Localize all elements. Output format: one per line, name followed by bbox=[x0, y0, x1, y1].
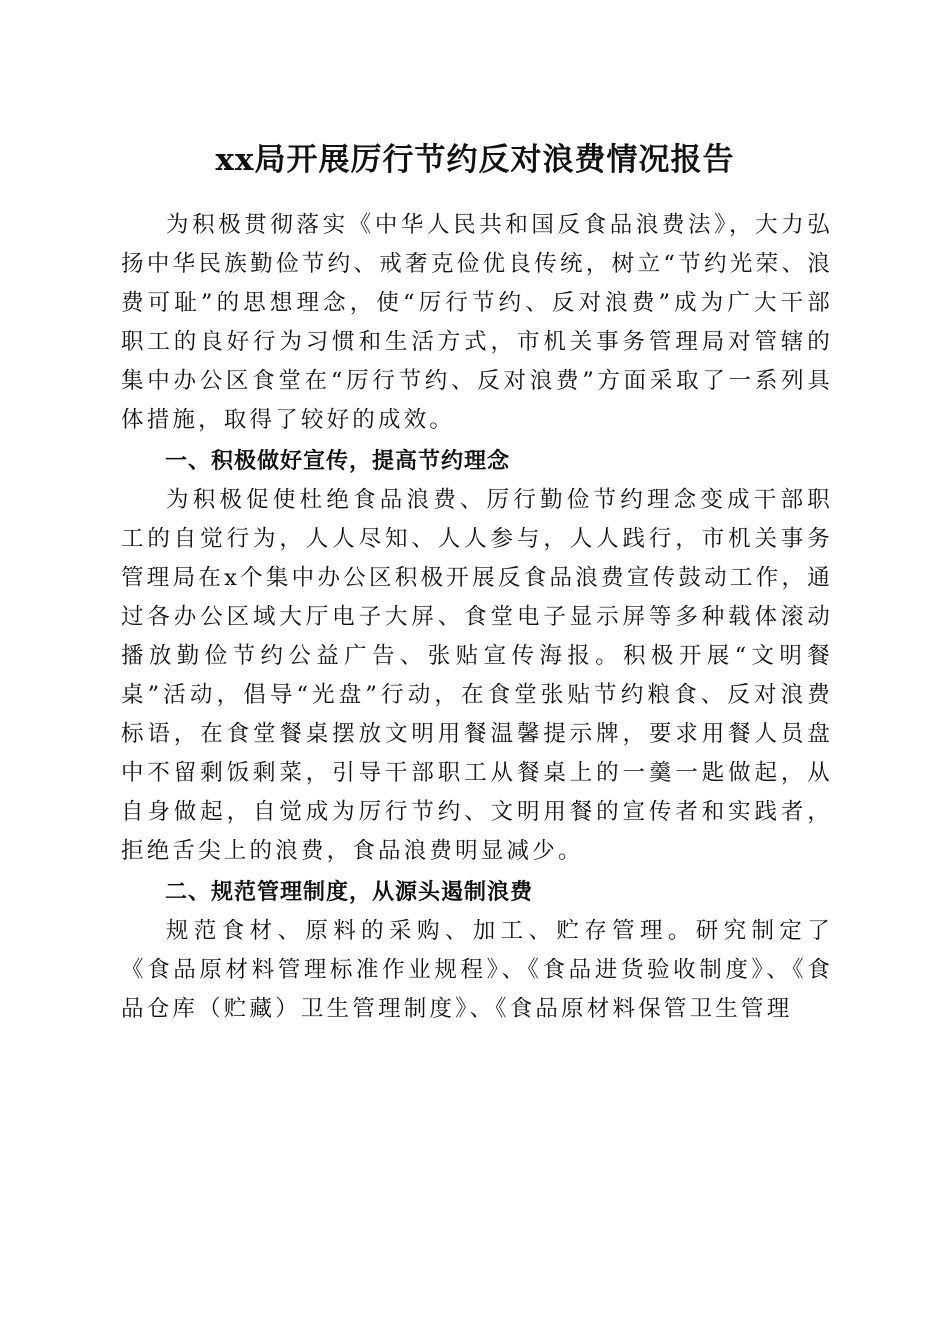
section-1-paragraph: 为积极促使杜绝食品浪费、厉行勤俭节约理念变成干部职工的自觉行为，人人尽知、人人参与，人人践行，市机关事务管理局在x个集中办公区积极开展反食品浪费宣传鼓动工作，通过各办公区域大厅电子大屏、食堂电子显示屏等多种载体滚动播放勤俭节约公益广告、张贴宣传海报。积极开展“文明餐桌”活动，倡导“光盘”行动，在食堂张贴节约粮食、反对浪费标语，在食堂餐桌摆放文明用餐温馨提示牌，要求用餐人员盘中不留剩饭剩菜，引导干部职工从餐桌上的一羹一匙做起，从自身做起，自觉成为厉行节约、文明用餐的宣传者和实践者，拒绝舌尖上的浪费，食品浪费明显减少。 bbox=[121, 487, 833, 864]
section-2-paragraph: 规范食材、原料的采购、加工、贮存管理。研究制定了《食品原材料管理标准作业规程》、《食品进货验收制度》、《食品仓库（贮藏）卫生管理制度》、《食品原材料保管卫生管理 bbox=[121, 918, 833, 1022]
intro-paragraph: 为积极贯彻落实《中华人民共和国反食品浪费法》，大力弘扬中华民族勤俭节约、戒奢克俭优良传统，树立“节约光荣、浪费可耻”的思想理念，使“厉行节约、反对浪费”成为广大干部职工的良好行为习惯和生活方式，市机关事务管理局对管辖的集中办公区食堂在“厉行节约、反对浪费”方面采取了一系列具体措施，取得了较好的成效。 bbox=[121, 212, 833, 433]
document-body bbox=[121, 206, 833, 1029]
section-2-heading: 二、规范管理制度，从源头遏制浪费 bbox=[165, 880, 534, 905]
section-1-heading: 一、积极做好宣传，提高节约理念 bbox=[165, 449, 511, 474]
document-title: xx局开展厉行节约反对浪费情况报告 bbox=[215, 142, 735, 178]
